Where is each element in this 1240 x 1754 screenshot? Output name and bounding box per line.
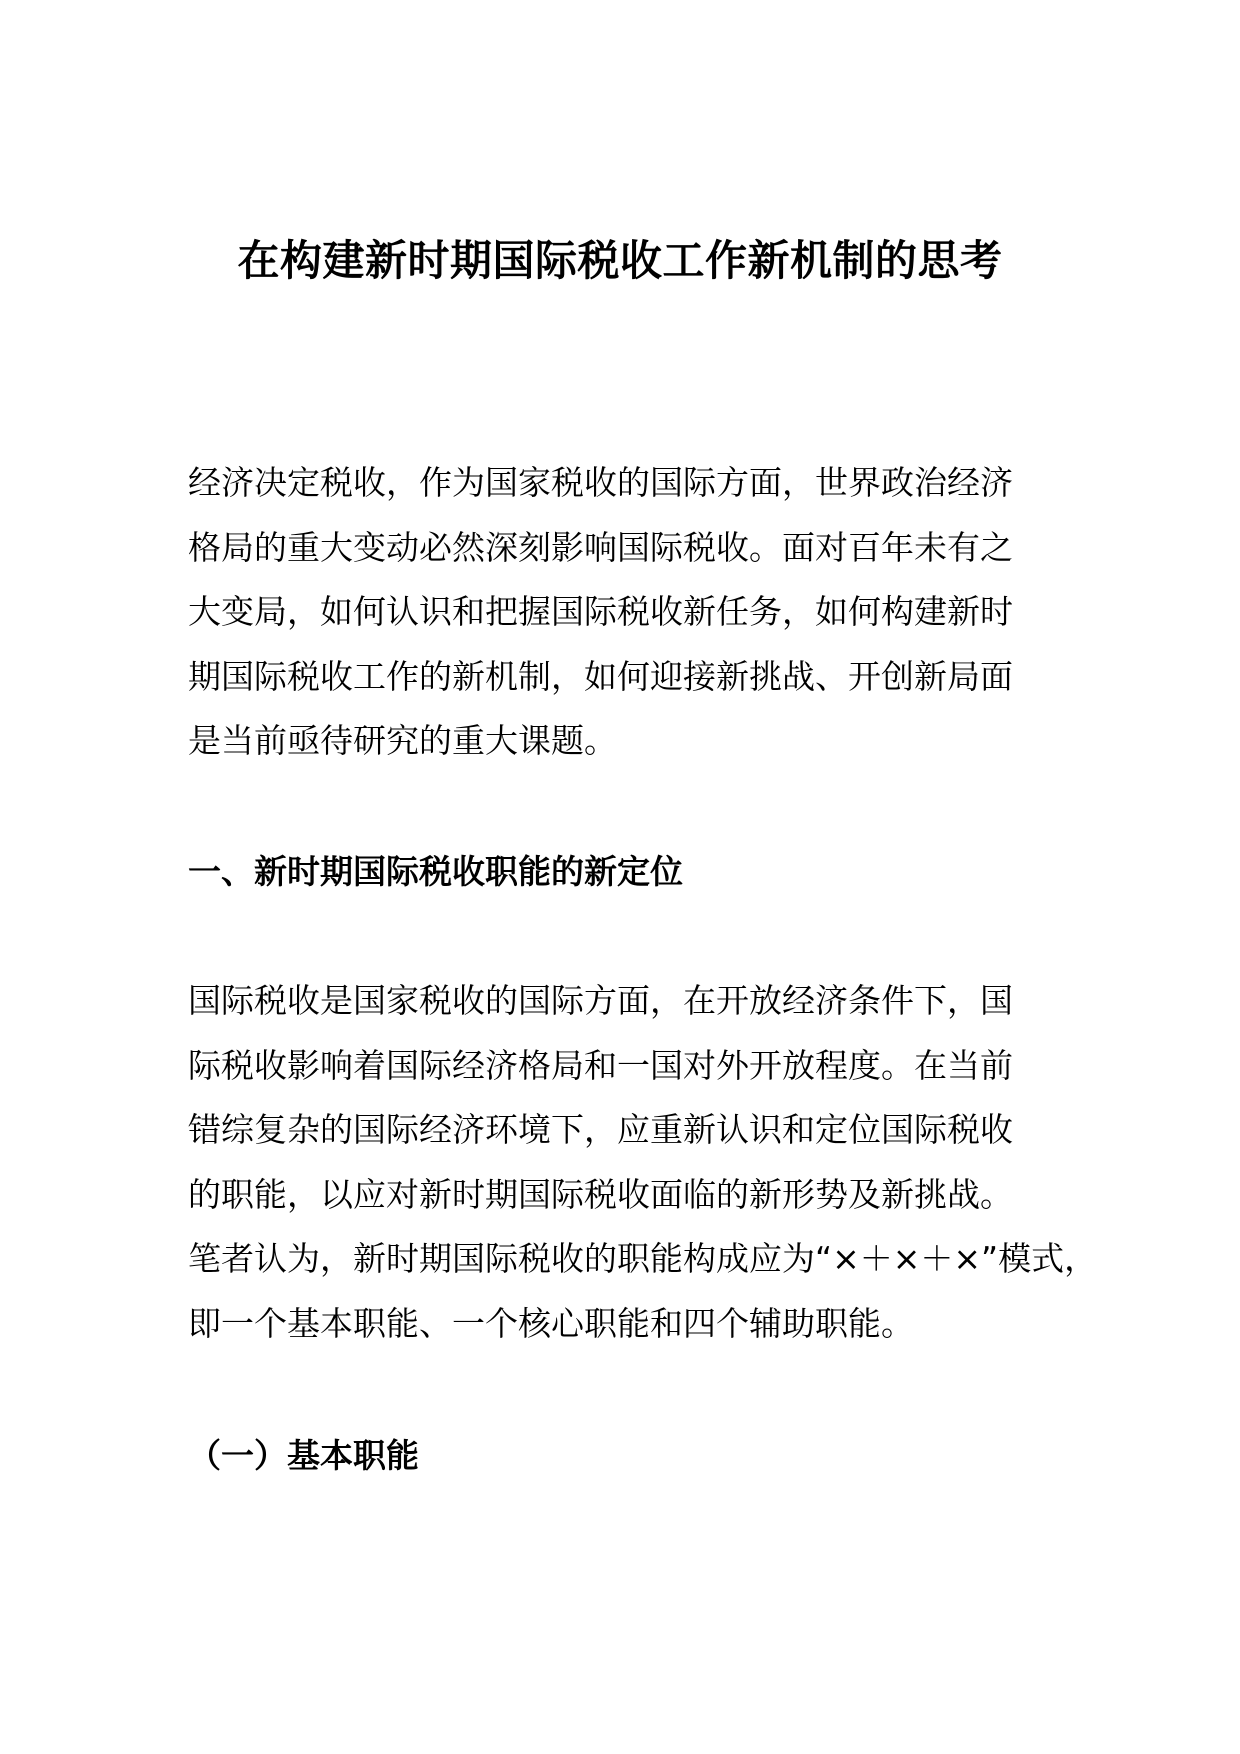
- paragraph-line: 国际税收是国家税收的国际方面，在开放经济条件下，国: [188, 981, 1013, 1020]
- paragraph-line: 错综复杂的国际经济环境下，应重新认识和定位国际税收: [188, 1110, 1013, 1149]
- document-title: 在构建新时期国际税收工作新机制的思考: [237, 236, 1003, 286]
- paragraph-line: 是当前亟待研究的重大课题。: [188, 721, 617, 760]
- intro-paragraph: [188, 451, 1068, 774]
- paragraph-line: 笔者认为，新时期国际税收的职能构成应为“×＋×＋×”模式，: [188, 1239, 1098, 1278]
- paragraph-line: 的职能，以应对新时期国际税收面临的新形势及新挑战。: [188, 1174, 1013, 1214]
- section-paragraph: [188, 969, 1098, 1356]
- paragraph-line: 格局的重大变动必然深刻影响国际税收。面对百年未有之: [188, 527, 1013, 567]
- paragraph-line: 大变局，如何认识和把握国际税收新任务，如何构建新时: [188, 592, 1013, 631]
- paragraph-line: 即一个基本职能、一个核心职能和四个辅助职能。: [188, 1303, 914, 1343]
- section-heading: 一、新时期国际税收职能的新定位: [188, 852, 683, 891]
- subsection-heading: （一）基本职能: [188, 1436, 419, 1475]
- paragraph-line: 经济决定税收，作为国家税收的国际方面，世界政治经济: [188, 463, 1013, 502]
- paragraph-line: 际税收影响着国际经济格局和一国对外开放程度。在当前: [188, 1045, 1013, 1085]
- paragraph-line: 期国际税收工作的新机制，如何迎接新挑战、开创新局面: [188, 656, 1013, 696]
